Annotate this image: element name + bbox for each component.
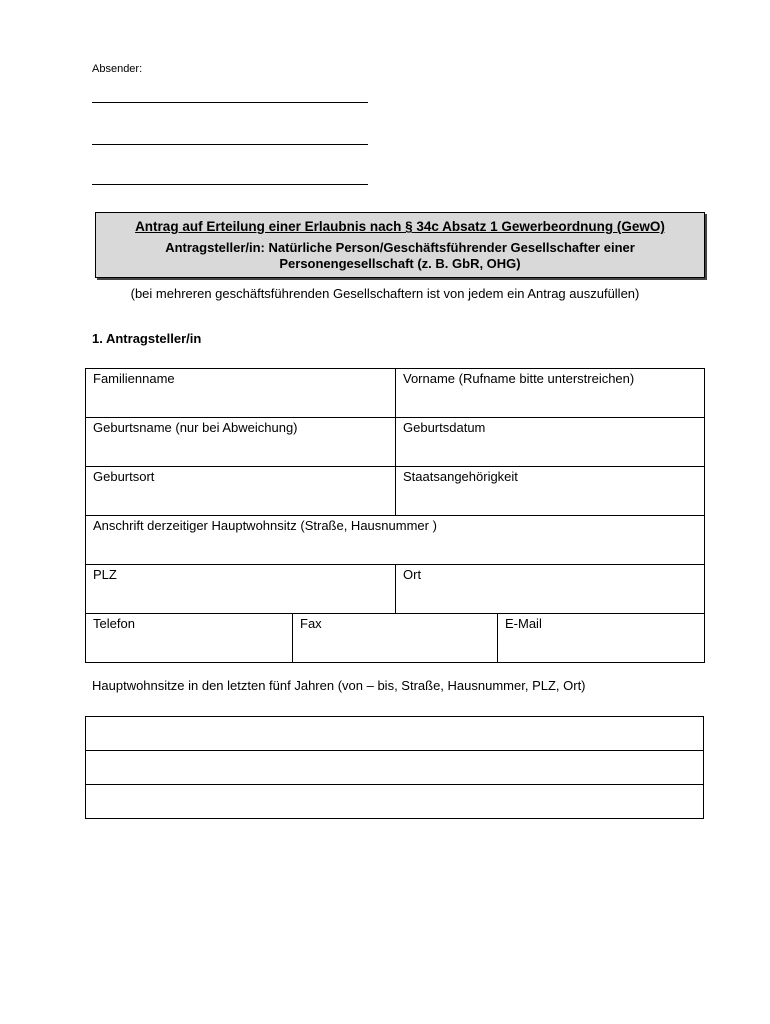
field-familienname[interactable]	[86, 369, 396, 418]
title-box	[95, 212, 705, 278]
field-label: Fax	[300, 616, 322, 631]
field-label: Telefon	[93, 616, 135, 631]
instruction-note: (bei mehreren geschäftsführenden Gesellschaftern ist von jedem ein Antrag auszufüllen)	[130, 286, 640, 301]
residence-history-row[interactable]	[86, 717, 704, 751]
field-geburtsname[interactable]	[86, 418, 396, 467]
form-subtitle-line-1: Antragsteller/in: Natürliche Person/Geschäftsführender Gesellschafter einer	[165, 240, 635, 255]
field-email[interactable]	[498, 614, 705, 663]
sender-line-3[interactable]	[92, 184, 368, 185]
field-geburtsort[interactable]	[86, 467, 396, 516]
applicant-table	[85, 368, 705, 663]
residence-history-table	[85, 716, 704, 819]
field-staatsangehoerigkeit[interactable]	[396, 467, 705, 516]
field-label: E-Mail	[505, 616, 542, 631]
field-label: Geburtsdatum	[403, 420, 486, 435]
field-label: Anschrift derzeitiger Hauptwohnsitz (Straße, Hausnummer )	[93, 518, 437, 533]
sender-label: Absender:	[92, 63, 143, 75]
form-subtitle	[96, 240, 704, 272]
form-title: Antrag auf Erteilung einer Erlaubnis nach § 34c Absatz 1 Gewerbeordnung (GewO)	[135, 219, 665, 234]
field-anschrift[interactable]	[86, 516, 705, 565]
form-subtitle-line-2: Personengesellschaft (z. B. GbR, OHG)	[279, 256, 521, 271]
sender-line-2[interactable]	[92, 144, 368, 145]
residence-history-row[interactable]	[86, 751, 704, 785]
field-label: PLZ	[93, 567, 117, 582]
field-label: Familienname	[93, 371, 175, 386]
residence-history-row[interactable]	[86, 785, 704, 819]
field-geburtsdatum[interactable]	[396, 418, 705, 467]
field-label: Vorname (Rufname bitte unterstreichen)	[403, 371, 635, 386]
field-vorname[interactable]	[396, 369, 705, 418]
field-telefon[interactable]	[86, 614, 293, 663]
field-label: Geburtsname (nur bei Abweichung)	[93, 420, 298, 435]
field-ort[interactable]	[396, 565, 705, 614]
sender-line-1[interactable]	[92, 102, 368, 103]
field-plz[interactable]	[86, 565, 396, 614]
field-label: Ort	[403, 567, 422, 582]
residence-history-label: Hauptwohnsitze in den letzten fünf Jahren (von – bis, Straße, Hausnummer, PLZ, Ort)	[92, 678, 586, 693]
field-label: Geburtsort	[93, 469, 155, 484]
field-fax[interactable]	[293, 614, 498, 663]
field-label: Staatsangehörigkeit	[403, 469, 518, 484]
section-heading: 1. Antragsteller/in	[92, 331, 202, 346]
